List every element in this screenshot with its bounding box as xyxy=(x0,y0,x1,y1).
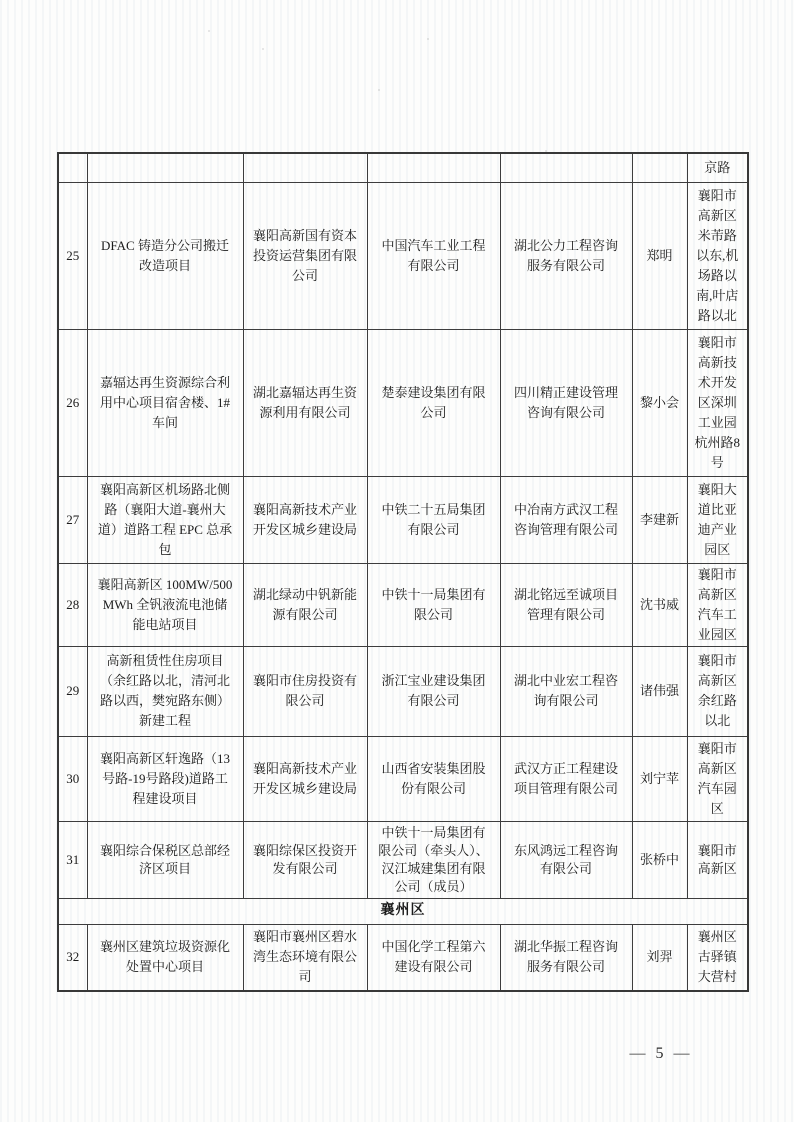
scan-speck xyxy=(208,30,210,32)
cell-project: 襄阳高新区机场路北侧路（襄阳大道-襄州大道）道路工程 EPC 总承包 xyxy=(87,476,243,563)
cell-project: 高新租赁性住房项目（余红路以北，清河北路以西，樊宛路东侧）新建工程 xyxy=(87,646,243,736)
cell-location: 襄阳大道比亚迪产业园区 xyxy=(687,476,748,563)
cell-project: DFAC 铸造分公司搬迁改造项目 xyxy=(87,182,243,329)
project-approval-table xyxy=(57,152,749,992)
cell-consult: 中冶南方武汉工程咨询管理有限公司 xyxy=(500,476,632,563)
cell-design: 中铁二十五局集团有限公司 xyxy=(367,476,500,563)
cell-no: 27 xyxy=(58,476,87,563)
cell-owner: 襄阳市住房投资有限公司 xyxy=(243,646,367,736)
cell-design: 中铁十一局集团有限公司 xyxy=(367,563,500,646)
cell-project: 襄州区建筑垃圾资源化处置中心项目 xyxy=(87,924,243,991)
cell-owner: 襄阳高新国有资本投资运营集团有限公司 xyxy=(243,182,367,329)
table-row-28 xyxy=(58,563,748,646)
cell-consult: 湖北铭远至诚项目管理有限公司 xyxy=(500,563,632,646)
cell-project: 嘉辐达再生资源综合利用中心项目宿舍楼、1#车间 xyxy=(87,329,243,476)
scan-speck xyxy=(427,38,429,40)
cell-no: 26 xyxy=(58,329,87,476)
cell-no: 25 xyxy=(58,182,87,329)
cell-project: 襄阳高新区轩逸路（13号路-19号路段)道路工程建设项目 xyxy=(87,736,243,821)
cell-design: 中铁十一局集团有限公司（牵头人）、汉江城建集团有限公司（成员） xyxy=(367,821,500,898)
cell-owner: 襄阳高新技术产业开发区城乡建设局 xyxy=(243,736,367,821)
cell-no xyxy=(58,153,87,182)
section-header-row xyxy=(58,898,748,924)
cell-design: 中国化学工程第六建设有限公司 xyxy=(367,924,500,991)
cell-consult: 东风鸿远工程咨询有限公司 xyxy=(500,821,632,898)
cell-person xyxy=(632,153,687,182)
cell-person: 诸伟强 xyxy=(632,646,687,736)
table-row-29 xyxy=(58,646,748,736)
cell-location: 襄阳市高新区余红路以北 xyxy=(687,646,748,736)
cell-no: 28 xyxy=(58,563,87,646)
cell-design: 楚泰建设集团有限公司 xyxy=(367,329,500,476)
cell-person: 沈书威 xyxy=(632,563,687,646)
cell-design xyxy=(367,153,500,182)
cell-owner: 湖北嘉辐达再生资源利用有限公司 xyxy=(243,329,367,476)
cell-owner: 襄阳综保区投资开发有限公司 xyxy=(243,821,367,898)
cell-design: 浙江宝业建设集团有限公司 xyxy=(367,646,500,736)
section-header-label: 襄州区 xyxy=(58,898,748,924)
cell-owner: 湖北绿动中钒新能源有限公司 xyxy=(243,563,367,646)
scan-speck xyxy=(378,89,380,91)
cell-consult: 武汉方正工程建设项目管理有限公司 xyxy=(500,736,632,821)
cell-consult xyxy=(500,153,632,182)
cell-no: 30 xyxy=(58,736,87,821)
cell-consult: 湖北华振工程咨询服务有限公司 xyxy=(500,924,632,991)
cell-project: 襄阳综合保税区总部经济区项目 xyxy=(87,821,243,898)
cell-no: 29 xyxy=(58,646,87,736)
cell-location: 襄阳市高新技术开发区深圳工业园杭州路8号 xyxy=(687,329,748,476)
cell-location: 襄阳市高新区汽车工业园区 xyxy=(687,563,748,646)
cell-person: 刘羿 xyxy=(632,924,687,991)
cell-location: 襄州区古驿镇大营村 xyxy=(687,924,748,991)
cell-project: 襄阳高新区 100MW/500MWh 全钒液流电池储能电站项目 xyxy=(87,563,243,646)
cell-consult: 湖北中业宏工程咨询有限公司 xyxy=(500,646,632,736)
cell-location: 襄阳市高新区米芾路以东,机场路以南,叶店路以北 xyxy=(687,182,748,329)
table-row-30 xyxy=(58,736,748,821)
cell-owner: 襄阳市襄州区碧水湾生态环境有限公司 xyxy=(243,924,367,991)
cell-person: 郑明 xyxy=(632,182,687,329)
table-row-26 xyxy=(58,329,748,476)
cell-location: 京路 xyxy=(687,153,748,182)
table-row-27 xyxy=(58,476,748,563)
cell-no: 32 xyxy=(58,924,87,991)
cell-person: 张桥中 xyxy=(632,821,687,898)
cell-owner xyxy=(243,153,367,182)
cell-location: 襄阳市高新区 xyxy=(687,821,748,898)
cell-project xyxy=(87,153,243,182)
cell-consult: 湖北公力工程咨询服务有限公司 xyxy=(500,182,632,329)
cell-design: 山西省安装集团股份有限公司 xyxy=(367,736,500,821)
scan-speck xyxy=(262,48,264,50)
table-row-32 xyxy=(58,924,748,991)
cell-owner: 襄阳高新技术产业开发区城乡建设局 xyxy=(243,476,367,563)
page-number: — 5 — xyxy=(629,1045,693,1062)
cell-location: 襄阳市高新区汽车园区 xyxy=(687,736,748,821)
cell-person: 李建新 xyxy=(632,476,687,563)
table-row-continuation xyxy=(58,153,748,182)
table-row-31 xyxy=(58,821,748,898)
cell-person: 刘宁苹 xyxy=(632,736,687,821)
cell-consult: 四川精正建设管理咨询有限公司 xyxy=(500,329,632,476)
cell-design: 中国汽车工业工程有限公司 xyxy=(367,182,500,329)
cell-person: 黎小会 xyxy=(632,329,687,476)
table-row-25 xyxy=(58,182,748,329)
cell-no: 31 xyxy=(58,821,87,898)
